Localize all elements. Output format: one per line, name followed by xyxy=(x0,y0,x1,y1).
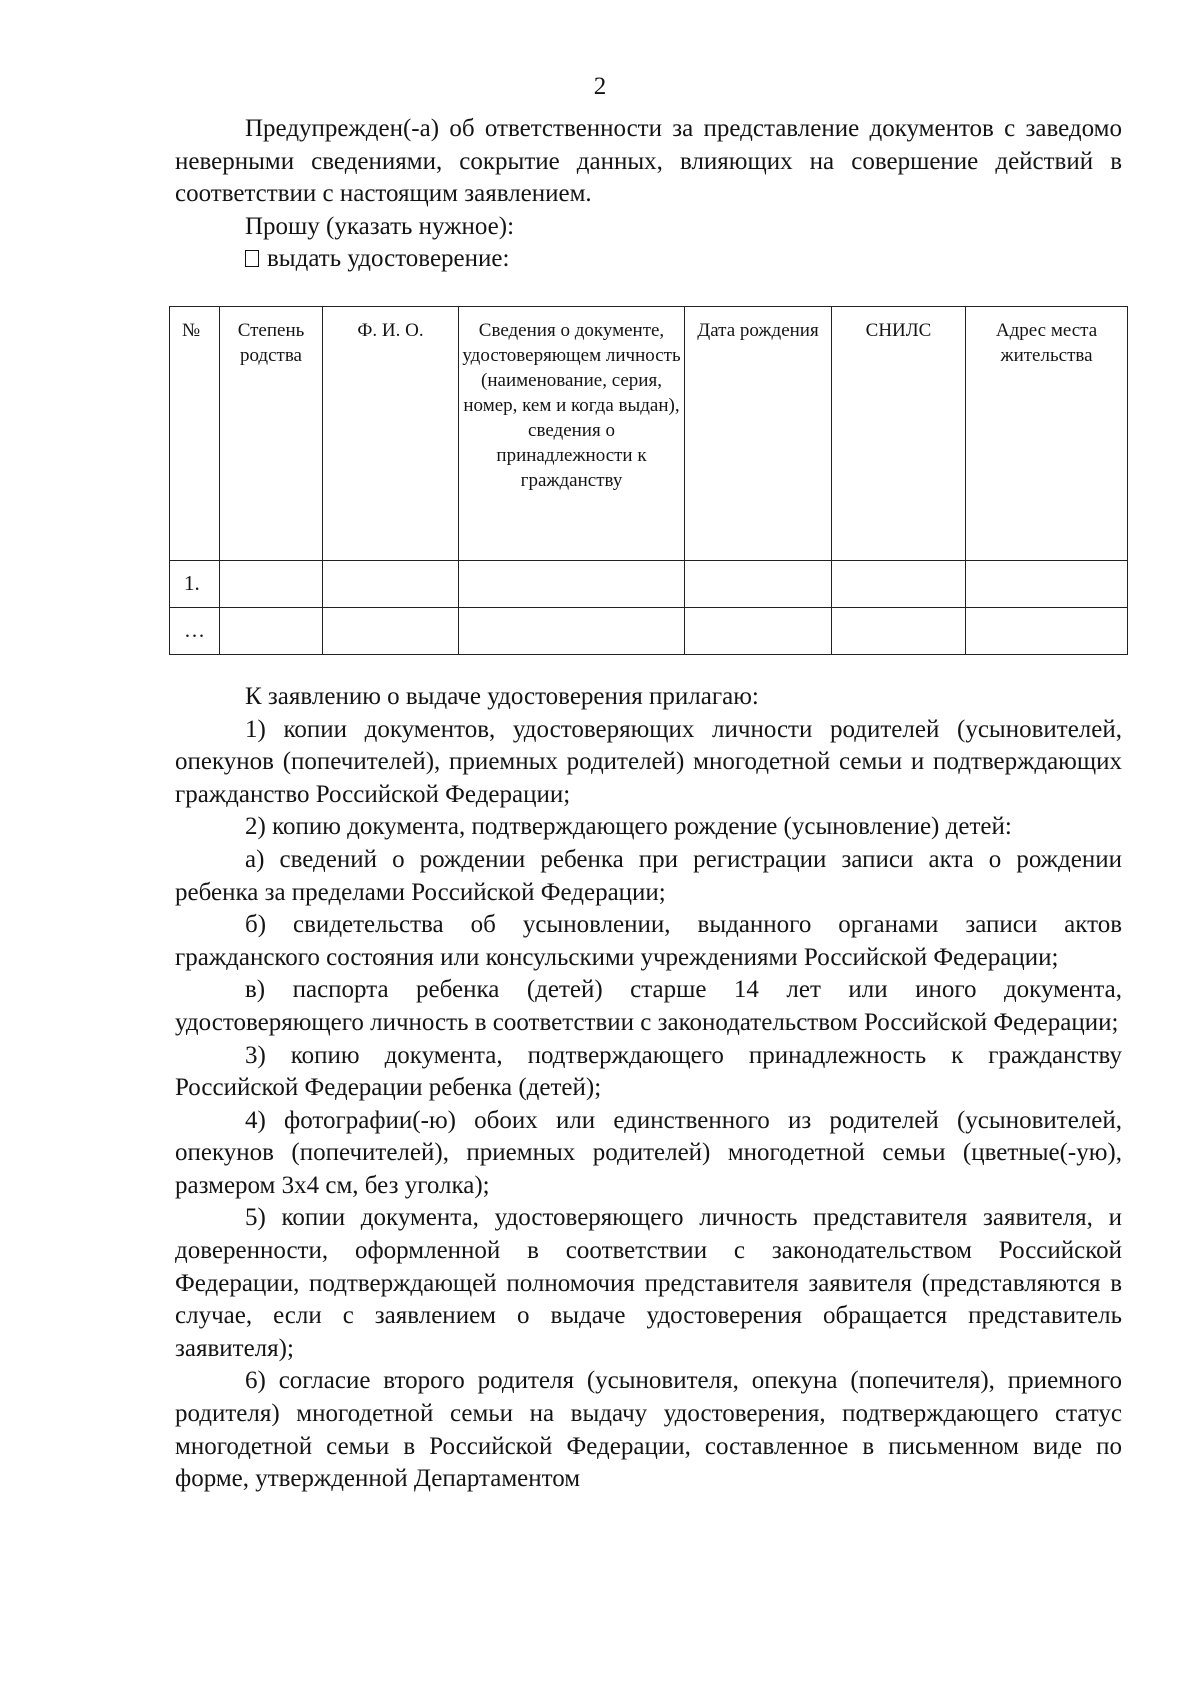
table-cell xyxy=(459,607,685,654)
list-item: 2) копию документа, подтверждающего рождение (усыновление) детей: xyxy=(245,813,1012,841)
table-cell xyxy=(459,560,685,607)
table-header-row xyxy=(170,306,1128,560)
header-snils: СНИЛС xyxy=(832,306,966,560)
list-item: 5) копии документа, удостоверяющего личность представителя заявителя, и доверенности, оформленной в соответствии с законодательством Российской Федерации, подтверждающей полномочия представителя заявителя (представляются в случае, если с заявлением о выдаче удостоверения обращается представитель заявителя); xyxy=(175,1204,1122,1362)
family-members-table xyxy=(169,306,1128,655)
table-cell xyxy=(832,560,966,607)
table-cell xyxy=(323,560,459,607)
attachments-intro: К заявлению о выдаче удостоверения прилагаю: xyxy=(245,682,759,710)
option-label: выдать удостоверение: xyxy=(267,245,510,273)
warning-paragraph: Предупрежден(-а) об ответственности за представление документов с заведомо неверными сведениями, сокрытие данных, влияющих на совершение действий в соответствии с настоящим заявлением. xyxy=(175,115,1122,208)
list-item: 4) фотографии(-ю) обоих или единственного из родителей (усыновителей, опекунов (попечителей), приемных родителей) многодетной семьи (цветные(-ую), размером 3х4 см, без уголка); xyxy=(175,1106,1122,1199)
table-cell: 1. xyxy=(170,560,220,607)
header-address: Адрес места жительства xyxy=(966,306,1128,560)
table-cell xyxy=(220,607,323,654)
header-full-name: Ф. И. О. xyxy=(323,306,459,560)
table-cell xyxy=(832,607,966,654)
request-paragraph: Прошу (указать нужное): xyxy=(245,212,515,240)
list-item: б) свидетельства об усыновлении, выданного органами записи актов гражданского состояния или консульскими учреждениями Российской Федерации; xyxy=(175,911,1122,971)
table-cell xyxy=(966,607,1128,654)
table-cell: … xyxy=(170,607,220,654)
list-item: а) сведений о рождении ребенка при регистрации записи акта о рождении ребенка за пределами Российской Федерации; xyxy=(175,845,1122,906)
option-issue-certificate[interactable] xyxy=(175,243,1122,276)
header-relationship: Степень родства xyxy=(220,306,323,560)
document-body xyxy=(175,113,1122,1496)
table-cell xyxy=(220,560,323,607)
page-number: 2 xyxy=(593,73,607,100)
list-item: 1) копии документов, удостоверяющих личности родителей (усыновителей, опекунов (попечителей), приемных родителей) многодетной семьи и подтверждающих гражданство Российской Федерации; xyxy=(175,715,1122,808)
table-cell xyxy=(685,560,832,607)
table-row xyxy=(170,560,1128,607)
header-birth-date: Дата рождения xyxy=(685,306,832,560)
list-item: 6) согласие второго родителя (усыновителя, опекуна (попечителя), приемного родителя) многодетной семьи на выдачу удостоверения, подтверждающего статус многодетной семьи в Российской Федерации, составленное в письменном виде по форме, утвержденной Департаментом xyxy=(175,1367,1122,1493)
list-item: 3) копию документа, подтверждающего принадлежность к гражданству Российской Федерации ребенка (детей); xyxy=(175,1041,1122,1102)
header-identity-document: Сведения о документе, удостоверяющем личность (наименование, серия, номер, кем и когда выдан), сведения о принадлежности к гражданству xyxy=(459,306,685,560)
table-row xyxy=(170,607,1128,654)
table-cell xyxy=(685,607,832,654)
header-number: № xyxy=(170,306,220,560)
table-cell xyxy=(966,560,1128,607)
list-item: в) паспорта ребенка (детей) старше 14 лет или иного документа, удостоверяющего личность в соответствии с законодательством Российской Федерации; xyxy=(175,976,1122,1036)
table-cell xyxy=(323,607,459,654)
checkbox-icon[interactable] xyxy=(245,250,259,267)
